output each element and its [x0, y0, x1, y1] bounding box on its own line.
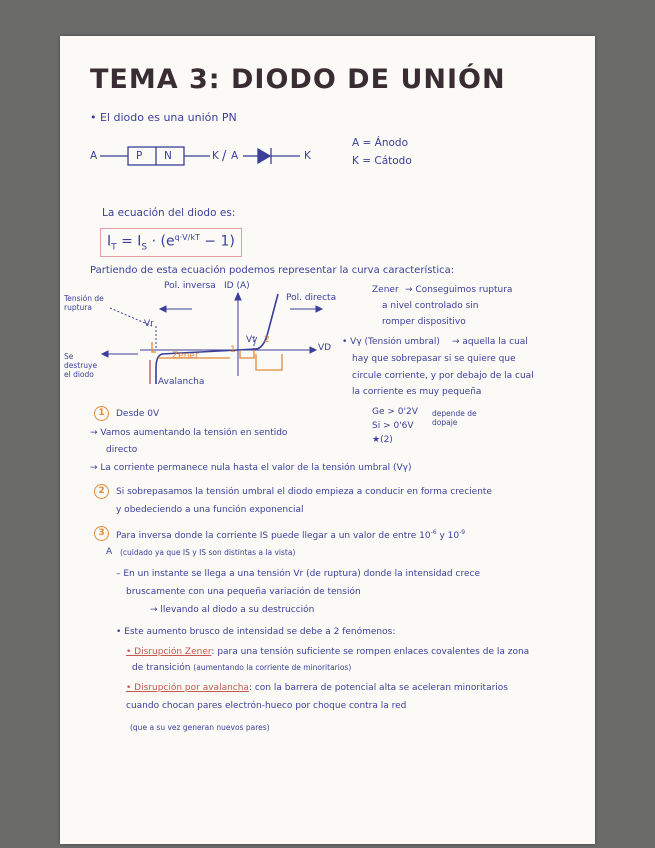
- label-A: A: [90, 150, 98, 162]
- vy-line2: hay que sobrepasar si se quiere que: [352, 354, 516, 364]
- c3-d: bruscamente con una pequeña variación de tensión: [126, 587, 361, 597]
- legend-anode: A = Ánodo: [352, 137, 409, 149]
- aval-small: (que a su vez generan nuevos pares): [130, 723, 270, 732]
- c2-b: y obedeciendo a una función exponencial: [116, 505, 304, 515]
- eq-lhs-sub: T: [111, 242, 117, 253]
- c3-mid: y 10: [436, 531, 460, 541]
- c3-a-text: Para inversa donde la corriente IS puede llegar a un valor de entre 10: [116, 531, 431, 541]
- tension-ruptura: Tensión de ruptura: [64, 294, 104, 312]
- aval-disruption-text: : con la barrera de potencial alta se aceleran minoritarios: [248, 683, 508, 693]
- c1-a: → Vamos aumentando la tensión en sentido: [90, 428, 288, 438]
- vy-line4: la corriente es muy pequeña: [352, 387, 482, 397]
- eq-mid: = I: [116, 233, 142, 250]
- equation-box: [100, 228, 242, 257]
- zener-line2: a nivel controlado sin: [382, 301, 479, 311]
- region-2-label: 2: [264, 335, 270, 345]
- depende-note: depende de: [432, 409, 477, 418]
- c3-b-small: (cuidado ya que IS y IS son distintas a la vista): [120, 548, 296, 557]
- ge-value: Ge > 0'2V: [372, 407, 418, 417]
- c2-a: Si sobrepasamos la tensión umbral el diodo empieza a conducir en forma creciente: [116, 487, 492, 497]
- aval-disruption-label: • Disrupción por avalancha: [126, 683, 249, 693]
- c1-b: directo: [106, 445, 138, 455]
- zener-disruption-label: • Disrupción Zener: [126, 647, 212, 657]
- vr-label: Vr: [144, 319, 154, 329]
- vy-title: • Vγ (Tensión umbral): [342, 337, 440, 347]
- pol-inversa: Pol. inversa: [164, 281, 216, 291]
- region-1-label: 1: [230, 345, 236, 355]
- vy-line1: → aquella la cual: [452, 337, 528, 347]
- circle-3: 3: [94, 526, 109, 541]
- c3-e: → llevando al diodo a su destrucción: [150, 605, 315, 615]
- c1-text: Desde 0V: [116, 409, 160, 419]
- zener-small: (aumentando la corriente de minoritarios): [193, 663, 352, 672]
- legend-cathode: K = Cátodo: [352, 155, 412, 167]
- aval-row: [126, 684, 508, 693]
- dopaje-note: dopaje: [432, 418, 458, 427]
- c1-c: → La corriente permanece nula hasta el valor de la tensión umbral (Vγ): [90, 463, 412, 473]
- notebook-page: [60, 36, 595, 844]
- zener-title: Zener: [372, 285, 399, 295]
- zener-line1: → Conseguimos ruptura: [405, 285, 513, 295]
- zener-disruption-text: : para una tensión suficiente se rompen enlaces covalentes de la zona: [211, 647, 530, 657]
- eq-body: · (e: [147, 233, 175, 250]
- se-destruye: Se destruye el diodo: [64, 352, 98, 379]
- c3-c: – En un instante se llega a una tensión Vr (de ruptura) donde la intensidad crece: [116, 569, 480, 579]
- axis-y-label: ID (A): [224, 281, 250, 291]
- axis-x-label: VD: [318, 343, 332, 353]
- c3-f: • Este aumento brusco de intensidad se debe a 2 fenómenos:: [116, 627, 396, 637]
- eq-tail: − 1): [199, 233, 235, 250]
- curve-intro: Partiendo de esta ecuación podemos representar la curva característica:: [90, 265, 455, 276]
- label-K2: K: [304, 150, 311, 162]
- forward-curve: [238, 294, 278, 350]
- eq-mid-sub: S: [141, 242, 148, 253]
- pol-directa: Pol. directa: [286, 293, 337, 303]
- eq-lhs: I: [107, 233, 112, 250]
- c3-b: A: [106, 547, 113, 557]
- vy-line3: circule corriente, y por debajo de la cual: [352, 371, 534, 381]
- label-A2: A: [231, 150, 239, 162]
- circle-2: 2: [94, 484, 109, 499]
- aval-row2: cuando chocan pares electrón-hueco por choque contra la red: [126, 701, 407, 711]
- separator: /: [222, 149, 227, 164]
- equation-label: La ecuación del diodo es:: [102, 207, 236, 219]
- c3-exp1: -6: [430, 529, 437, 536]
- zener-label: Zener: [172, 351, 199, 361]
- pn-block: [100, 147, 300, 165]
- vy-label: Vγ: [246, 335, 258, 345]
- label-N: N: [164, 150, 172, 162]
- eq-exp: q·V/kT: [174, 233, 200, 242]
- si-value: Si > 0'6V: [372, 421, 414, 431]
- zener-row2: [132, 664, 351, 673]
- circle-1: 1: [94, 406, 109, 421]
- c3-exp2: -9: [459, 529, 466, 536]
- c3-a: [116, 530, 465, 541]
- label-K: K: [212, 150, 219, 162]
- avalancha-label: Avalancha: [158, 377, 205, 387]
- characteristic-graph: [102, 293, 322, 384]
- star-note: ★(2): [372, 435, 393, 445]
- zener-text2: de transición: [132, 663, 191, 673]
- zener-line3: romper dispositivo: [382, 317, 466, 327]
- intro-text: • El diodo es una unión PN: [90, 111, 237, 124]
- zener-row: [126, 648, 529, 657]
- page-title: TEMA 3: DIODO DE UNIÓN: [90, 64, 506, 95]
- label-P: P: [136, 150, 143, 162]
